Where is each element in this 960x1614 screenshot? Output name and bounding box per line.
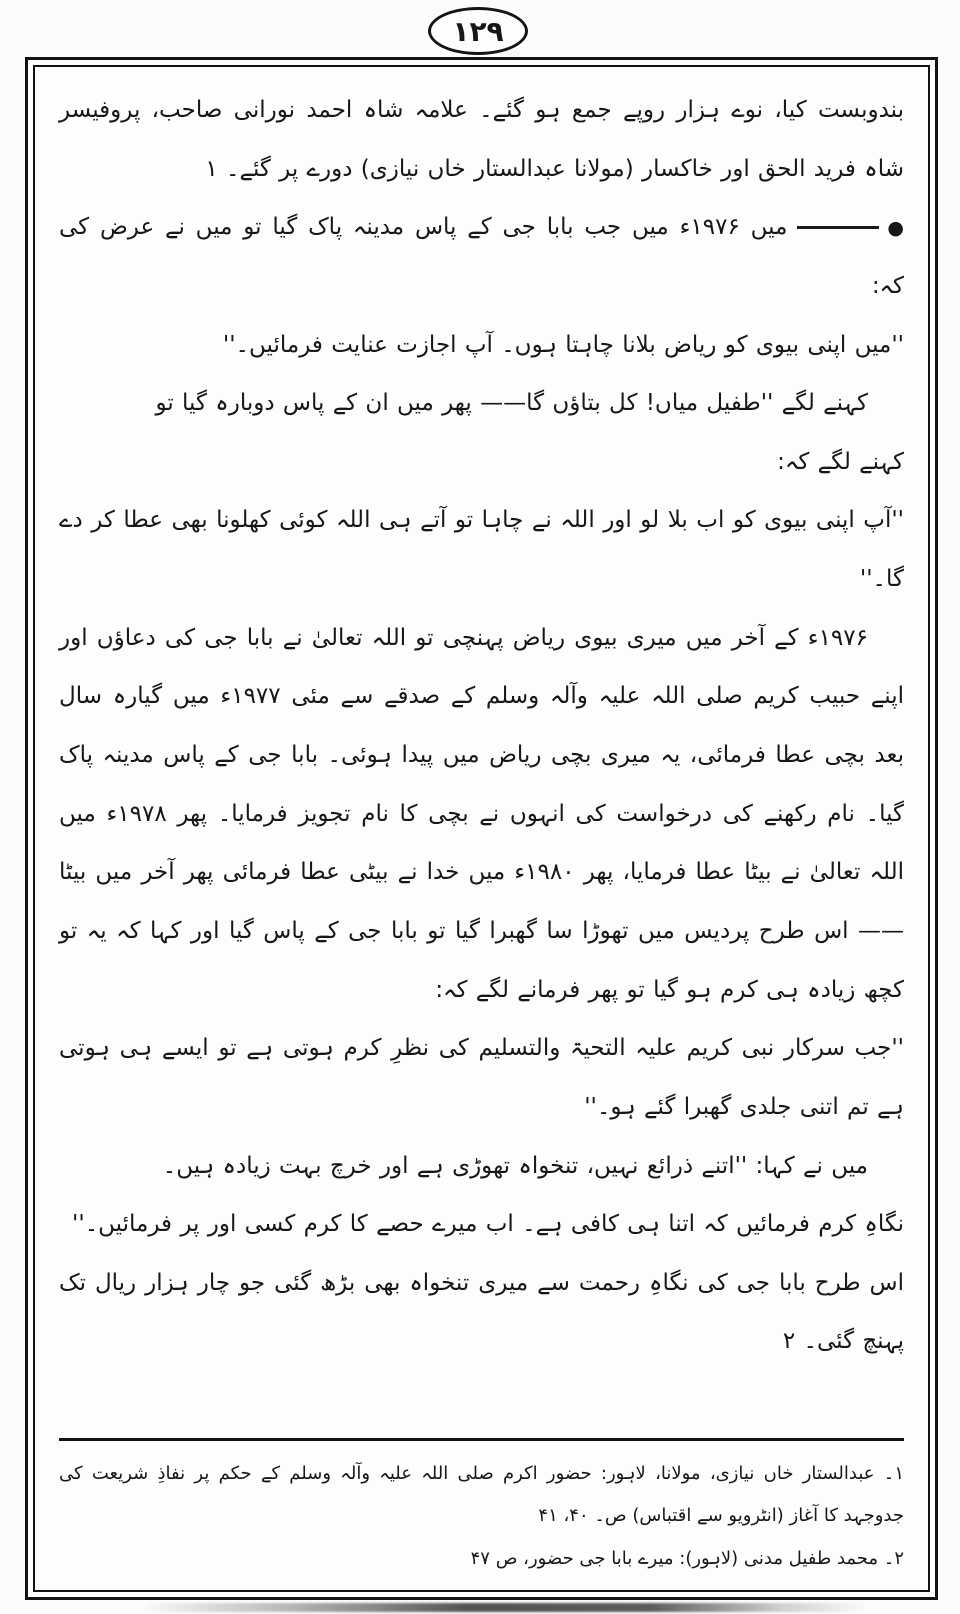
dash-rule	[797, 226, 879, 229]
bullet-paragraph	[59, 198, 904, 315]
footnotes-section	[59, 1438, 904, 1580]
footnote-item: ۲۔ محمد طفیل مدنی (لاہور): میرے بابا جی حضور، ص ۴۷	[470, 1547, 904, 1569]
paragraph: کہنے لگے کہ:	[777, 448, 904, 475]
paragraph: میں نے کہا: ''اتنے ذرائع نہیں، تنخواہ تھوڑی ہے اور خرچ بہت زیادہ ہیں۔	[162, 1152, 868, 1179]
bullet-icon: ●	[887, 216, 904, 239]
paragraph: کہنے لگے ''طفیل میاں! کل بتاؤں گا—— پھر میں ان کے پاس دوبارہ گیا تو	[155, 390, 868, 417]
paragraph-text: میں ۱۹۷۶ء میں جب بابا جی کے پاس مدینہ پاک گیا تو میں نے عرض کی کہ:	[59, 214, 904, 299]
page-border-outer	[25, 57, 938, 1600]
scan-artifact	[140, 1603, 870, 1612]
paragraph: نگاہِ کرم فرمائیں کہ اتنا ہی کافی ہے۔ اب میرے حصے کا کرم کسی اور پر فرمائیں۔''	[72, 1211, 904, 1238]
paragraph: ۱۹۷۶ء کے آخر میں میری بیوی ریاض پہنچی تو اللہ تعالیٰ نے بابا جی کی دعاؤں اور اپنے حبیب کریم صلی اللہ علیہ وآلہ وسلم کے صدقے سے مئی ۱۹۷۷ء میں گیارہ سال بعد بچی عطا فرمائی، یہ میری بچی ریاض میں پیدا ہوئی۔ بابا جی کے پاس مدینہ پاک گیا۔ نام رکھنے کی درخواست کی انہوں نے بچی کا نام تجویز فرمایا۔ پھر ۱۹۷۸ء میں اللہ تعالیٰ نے بیٹا عطا فرمایا، پھر ۱۹۸۰ء میں خدا نے بیٹی عطا فرمائی پھر آخر میں بیٹا—— اس طرح پردیس میں تھوڑا سا گھبرا گیا تو بابا جی کے پاس گیا اور کہا کہ یہ تو کچھ زیادہ ہی کرم ہو گیا تو پھر فرمانے لگے کہ:	[59, 624, 904, 1003]
quote-block: ''جب سرکار نبی کریم علیہ التحیۃ والتسلیم کی نظرِ کرم ہوتی ہے تو ایسے ہی ہوتی ہے تم اتنی جلدی گھبرا گئے ہو۔''	[59, 1035, 904, 1120]
page-border-inner	[33, 65, 930, 1592]
footnote-item: ۱۔ عبدالستار خاں نیازی، مولانا، لاہور: حضور اکرم صلی اللہ علیہ وآلہ وسلم کے حکم پر نفاذِ شریعت کی جدوجہد کا آغاز (انٹرویو سے اقتباس) ص۔ ۴۰، ۴۱	[59, 1463, 904, 1527]
quote-line: ''میں اپنی بیوی کو ریاض بلانا چاہتا ہوں۔ آپ اجازت عنایت فرمائیں۔''	[222, 331, 904, 358]
quote-block: ''آپ اپنی بیوی کو اب بلا لو اور اللہ نے چاہا تو آتے ہی اللہ کوئی کھلونا بھی عطا کر دے گا۔''	[59, 507, 904, 593]
page-number-badge	[428, 7, 528, 55]
paragraph: بندوبست کیا، نوے ہزار روپے جمع ہو گئے۔ علامہ شاہ احمد نورانی صاحب، پروفیسر شاہ فرید الحق اور خاکسار (مولانا عبدالستار خاں نیازی) دورے پر گئے۔ ۱	[59, 97, 904, 182]
body-text	[59, 81, 904, 1426]
page-number: ۱۲۹	[452, 14, 504, 48]
paragraph: اس طرح بابا جی کی نگاہِ رحمت سے میری تنخواہ بھی بڑھ گئی جو چار ہزار ریال تک پہنچ گئی۔ ۲	[59, 1269, 904, 1355]
